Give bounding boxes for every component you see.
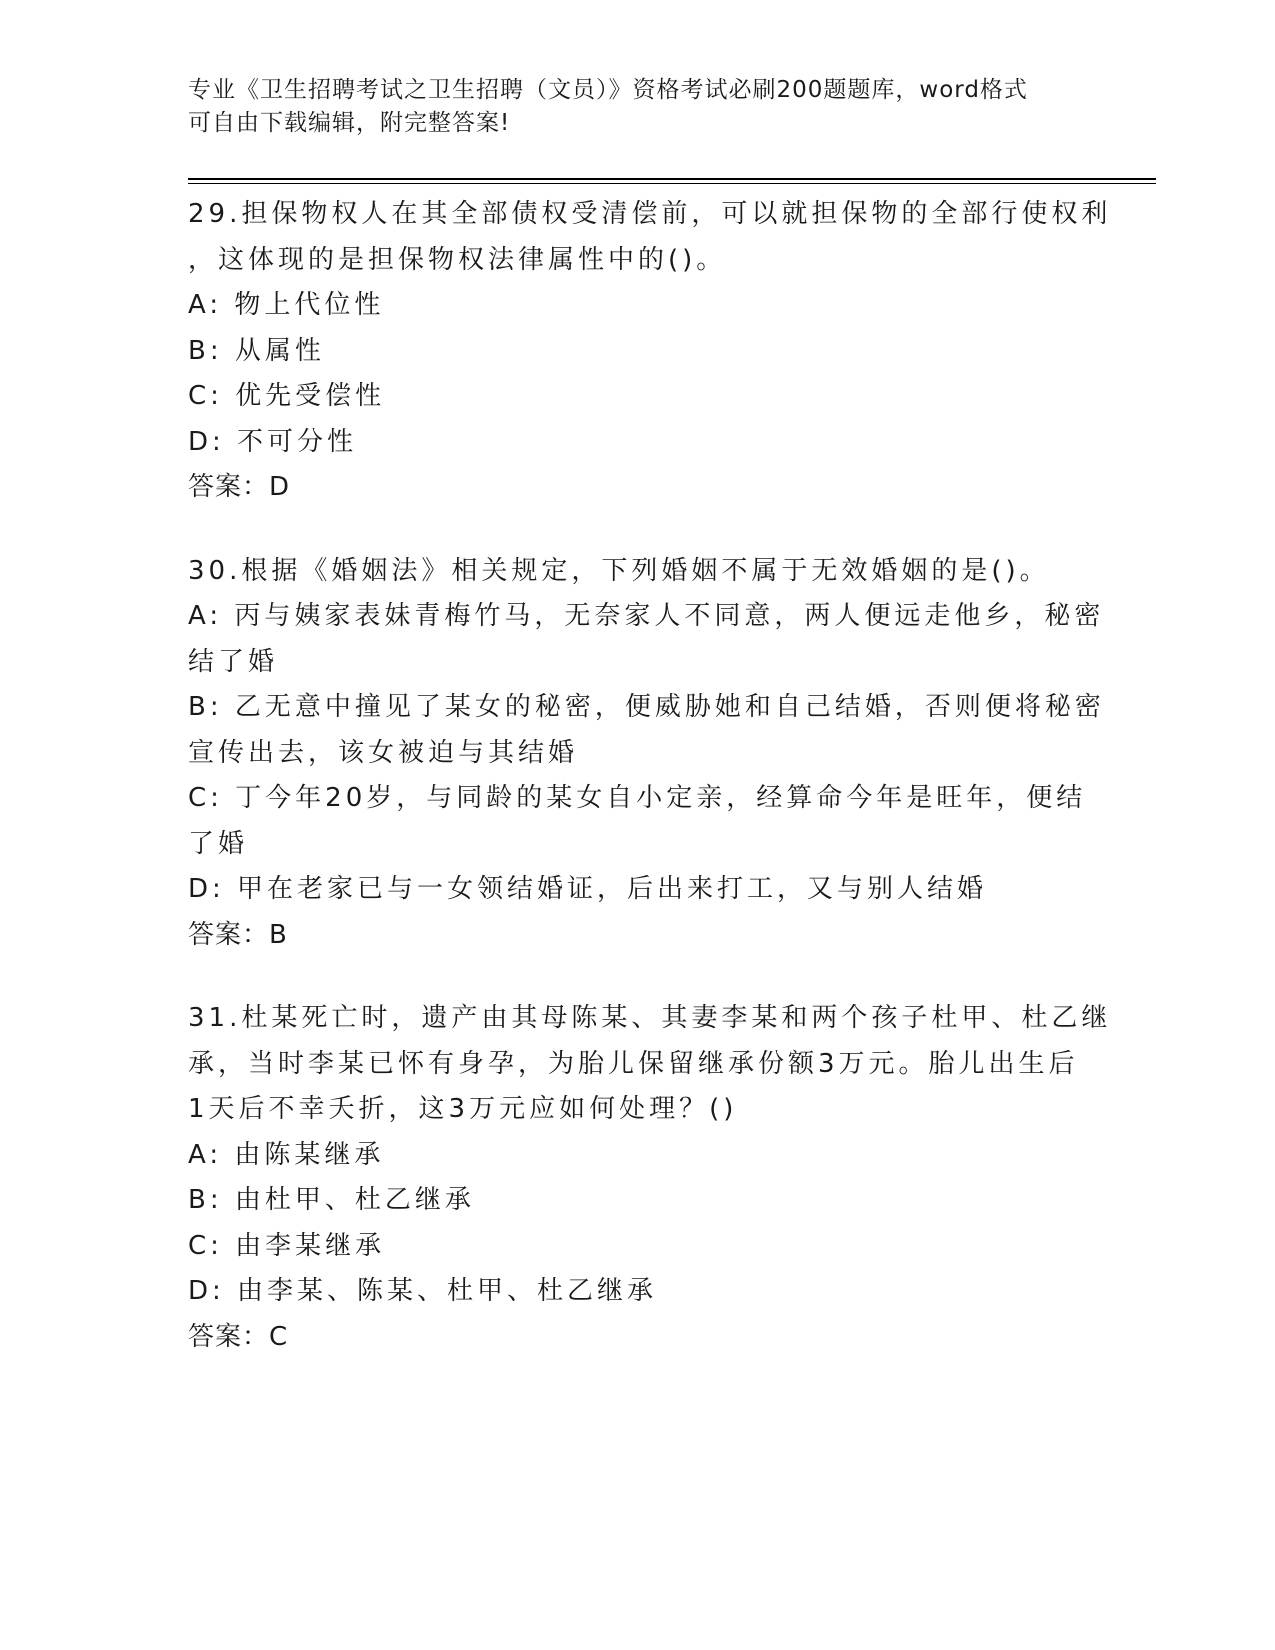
option-a: A: 物上代位性 xyxy=(188,290,385,320)
answer-label: 答案：C xyxy=(188,1321,289,1352)
option-b xyxy=(188,685,1105,776)
option-text-line: 宣传出去，该女被迫与其结婚 xyxy=(188,737,579,768)
question-list xyxy=(188,192,1112,1398)
option-text-line: 结了婚 xyxy=(188,646,279,677)
option-c: C: 优先受偿性 xyxy=(188,381,386,411)
option-text-line: C: 丁今年20岁，与同龄的某女自小定亲，经算命今年是旺年，便结 xyxy=(188,783,1087,813)
document-header xyxy=(188,74,1088,140)
question-text-line: 29.担保物权人在其全部债权受清偿前，可以就担保物的全部行使权利 xyxy=(188,199,1112,229)
option-a: A: 由陈某继承 xyxy=(188,1139,385,1170)
option-b: B: 从属性 xyxy=(188,335,325,366)
option-d: D: 由李某、陈某、杜甲、杜乙继承 xyxy=(188,1276,658,1306)
option-c: C: 由李某继承 xyxy=(188,1230,386,1261)
question-text-line: 30.根据《婚姻法》相关规定，下列婚姻不属于无效婚姻的是()。 xyxy=(188,555,1050,586)
option-text-line: 了婚 xyxy=(188,828,249,859)
question-text-line: ，这体现的是担保物权法律属性中的()。 xyxy=(188,244,727,275)
option-a xyxy=(188,594,1105,685)
header-line-2: 可自由下载编辑，附完整答案! xyxy=(188,110,511,136)
question-text-line: 31.杜某死亡时，遗产由其母陈某、其妻李某和两个孩子杜甲、杜乙继 xyxy=(188,1003,1112,1033)
option-text-line: A: 丙与姨家表妹青梅竹马，无奈家人不同意，两人便远走他乡，秘密 xyxy=(188,601,1105,631)
option-text-line: B: 乙无意中撞见了某女的秘密，便威胁她和自己结婚，否则便将秘密 xyxy=(188,692,1105,722)
answer-label: 答案：B xyxy=(188,919,288,950)
header-line-1: 专业《卫生招聘考试之卫生招聘（文员）》资格考试必刷200题题库，word格式 xyxy=(188,77,1028,103)
option-d: D: 不可分性 xyxy=(188,426,358,457)
answer-label: 答案：D xyxy=(188,472,291,502)
question-29 xyxy=(188,192,1112,511)
question-text-line: 1天后不幸夭折，这3万元应如何处理？() xyxy=(188,1094,738,1124)
header-divider-thin xyxy=(188,183,1156,184)
option-c xyxy=(188,776,1088,867)
question-30 xyxy=(188,549,1105,959)
question-text-line: 承，当时李某已怀有身孕，为胎儿保留继承份额3万元。胎儿出生后 xyxy=(188,1048,1079,1079)
option-b: B: 由杜甲、杜乙继承 xyxy=(188,1185,475,1215)
option-d: D: 甲在老家已与一女领结婚证，后出来打工，又与别人结婚 xyxy=(188,874,988,904)
header-divider-thick xyxy=(188,178,1156,180)
question-31 xyxy=(188,996,1112,1360)
